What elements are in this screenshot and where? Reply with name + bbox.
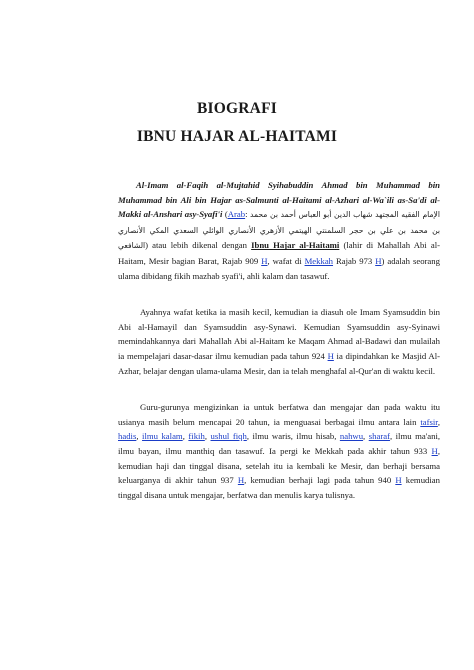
arab-link[interactable]: Arab — [227, 209, 246, 220]
document-body — [118, 178, 440, 524]
hijri-link[interactable]: H — [237, 475, 245, 486]
text-span: , wafat di — [267, 255, 305, 266]
text-span: kemudian tinggal disana untuk mengajar, berfatwa dan menulis karya tulisnya. — [118, 475, 440, 500]
paragraph-3 — [118, 400, 440, 502]
mekkah-link[interactable]: Mekkah — [304, 255, 334, 266]
text-span: ia dipindahkan ke Masjid Al-Azhar, belajar dengan ulama-ulama Mesir, dan ia telah menghafal al-Qur'an di waktu kecil. — [118, 350, 440, 376]
text-span: ( — [222, 209, 228, 220]
text-span: ) adalah seorang ulama dibidang fikih mazhab syafi'i, ahli kalam dan tasawuf. — [118, 255, 440, 281]
title-line-2: IBNU HAJAR AL-HAITAMI — [136, 128, 338, 145]
hijri-link[interactable]: H — [327, 350, 334, 361]
hijri-link[interactable]: H — [395, 475, 402, 486]
paragraph-2 — [118, 305, 440, 378]
tafsir-link[interactable]: tafsir — [420, 416, 438, 427]
arabic-name: الإمام الفقيه المجتهد شهاب الدين أبو العباس أحمد بن محمد بن محمد بن علي بن حجر السلمنتي الهيتمي الأزهري الأنصاري الوائلي السعدي المكي الأنصاري الشافعي — [118, 210, 440, 251]
hijri-link[interactable]: H — [431, 445, 438, 456]
hadis-link[interactable]: hadis — [118, 431, 137, 442]
text-span: , — [182, 431, 189, 442]
ushul-fiqh-link[interactable]: ushul fiqh — [210, 431, 247, 442]
hijri-link[interactable]: H — [375, 255, 382, 266]
ilmu-kalam-link[interactable]: ilmu kalam — [142, 431, 183, 442]
text-span: Ayahnya wafat ketika ia masih kecil, kemudian ia diasuh ole Imam Syamsuddin bin Abi al-Hamayil dan Syamsuddin asy-Synawi. Kemudian Syamsuddin asy-Syinawi memindahkannya dari Mahallah Abi al-Haitam ke Maqam Ahmad al-Badawi dan mulailah ia mempelajari dasar-dasar ilmu kemudian pada tahun 924 — [118, 307, 440, 361]
text-span: , ilmu waris, ilmu hisab, — [246, 431, 340, 442]
full-name: Al-Imam al-Faqih al-Mujtahid Syihabuddin Ahmad bin Muhammad bin Muhammad bin Ali bin Hajar as-Salmunti al-Haitami al-Azhari al-Wa`ili as-Sa'di al-Makki al-Anshari asy-Syafi'i — [118, 180, 440, 220]
text-span: : — [245, 209, 250, 220]
text-span: Guru-gurunya mengizinkan ia untuk berfatwa dan mengajar dan pada waktu itu usianya masih belum mencapai 20 tahun, ia menguasai berbagai ilmu antara lain — [118, 402, 440, 427]
text-span: , — [437, 416, 440, 427]
text-span: , — [136, 431, 143, 442]
text-span: ) atau lebih dikenal dengan — [145, 240, 252, 251]
text-span: (lahir di Mahallah Abi al-Haitam, Mesir bagian Barat, Rajab 909 — [118, 240, 441, 266]
text-span: , ilmu ma'ani, ilmu bayan, ilmu manthiq dan tasawuf. Ia pergi ke Mekkah pada akhir tahun 933 — [118, 431, 441, 456]
paragraph-1 — [118, 178, 440, 283]
text-span: , kemudian berhaji lagi pada tahun 940 — [244, 475, 396, 486]
title-line-1: BIOGRAFI — [197, 100, 277, 117]
sharaf-link[interactable]: sharaf — [368, 431, 390, 442]
nahwu-link[interactable]: nahwu — [339, 431, 364, 442]
hijri-link[interactable]: H — [261, 255, 268, 266]
fikih-link[interactable]: fikih — [188, 431, 205, 442]
text-span: , — [363, 431, 369, 442]
text-span: , kemudian haji dan tinggal disana, setelah itu ia kembali ke Mesir, dan berhaji bersama keluarganya di akhir tahun 937 — [118, 445, 440, 486]
known-as-name: Ibnu Hajar al-Haitami — [251, 240, 340, 251]
text-span: Rajab 973 — [333, 255, 376, 266]
text-span: , — [204, 431, 211, 442]
